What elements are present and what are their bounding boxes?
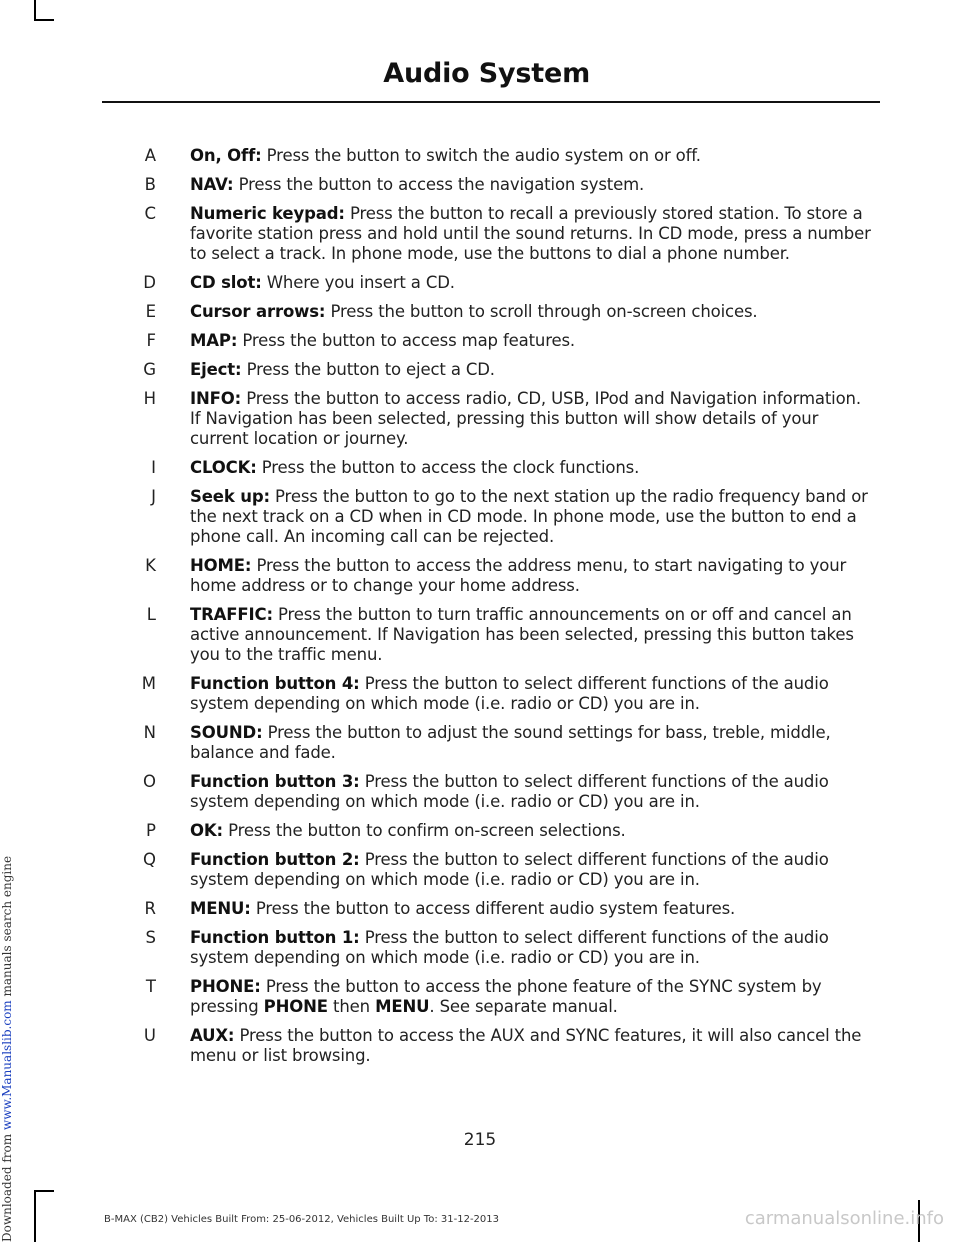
- manualslib-link[interactable]: www.Manualslib.com: [0, 1000, 14, 1131]
- crop-mark-bottom-left-horizontal: [34, 1190, 54, 1192]
- legend-item: [100, 302, 872, 322]
- legend-text: Press the button to access the phone feature of the SYNC system by pressing: [190, 977, 822, 1016]
- legend-text: Press the button to access the AUX and SYNC features, it will also cancel the menu or list browsing.: [190, 1026, 862, 1065]
- legend-description: [190, 556, 872, 596]
- legend-letter: J: [151, 487, 156, 506]
- legend-label: CLOCK:: [190, 458, 257, 477]
- legend-description: [190, 331, 872, 351]
- control-legend-list: [100, 146, 872, 1075]
- legend-item: [100, 487, 872, 547]
- legend-letter: Q: [143, 850, 156, 869]
- legend-text: then: [327, 997, 376, 1016]
- legend-label: Seek up:: [190, 487, 270, 506]
- legend-label: INFO:: [190, 389, 242, 408]
- legend-text: Press the button to access the clock functions.: [256, 458, 640, 477]
- title-divider: [102, 101, 880, 103]
- legend-description: [190, 389, 872, 449]
- legend-description: [190, 723, 872, 763]
- legend-item: [100, 360, 872, 380]
- site-watermark: carmanualsonline.info: [744, 1208, 944, 1229]
- legend-description: [190, 273, 872, 293]
- legend-description: [190, 146, 872, 166]
- legend-description: [190, 977, 872, 1017]
- legend-label: Function button 2:: [190, 850, 360, 869]
- legend-letter: U: [143, 1026, 156, 1045]
- legend-item: [100, 850, 872, 890]
- legend-text: Press the button to access radio, CD, USB, IPod and Navigation information. If Navigation has been selected, pressing this button will show details of your current location or journey.: [190, 389, 861, 448]
- legend-text: Press the button to eject a CD.: [241, 360, 495, 379]
- legend-letter: I: [151, 458, 156, 477]
- legend-text: Press the button to adjust the sound settings for bass, treble, middle, balance and fade.: [190, 723, 831, 762]
- legend-letter: L: [146, 605, 156, 624]
- legend-text: Press the button to recall a previously stored station. To store a favorite station press and hold until the sound returns. In CD mode, press a number to select a track. In phone mode, use the buttons to dial a phone number.: [190, 204, 871, 263]
- legend-item: [100, 556, 872, 596]
- legend-item: [100, 772, 872, 812]
- legend-item: [100, 273, 872, 293]
- page-title: Audio System: [383, 58, 590, 89]
- legend-label: Numeric keypad:: [190, 204, 345, 223]
- legend-description: [190, 204, 872, 264]
- legend-item: [100, 977, 872, 1017]
- legend-item: [100, 458, 872, 478]
- legend-item: [100, 1026, 872, 1066]
- legend-bold-term: PHONE: [263, 997, 328, 1016]
- legend-description: [190, 899, 872, 919]
- legend-letter: N: [143, 723, 156, 742]
- legend-letter: E: [145, 302, 156, 321]
- legend-item: [100, 331, 872, 351]
- legend-label: MENU:: [190, 899, 251, 918]
- legend-item: [100, 674, 872, 714]
- legend-letter: K: [145, 556, 156, 575]
- legend-letter: S: [145, 928, 156, 947]
- legend-letter: P: [146, 821, 156, 840]
- legend-description: [190, 821, 872, 841]
- legend-text: Press the button to go to the next station up the radio frequency band or the next track on a CD when in CD mode. In phone mode, use the button to end a phone call. An incoming call can be rejected.: [190, 487, 868, 546]
- legend-text: Press the button to switch the audio system on or off.: [261, 146, 701, 165]
- legend-description: [190, 487, 872, 547]
- crop-mark-bottom-left-vertical: [34, 1190, 36, 1242]
- vehicle-footer: B-MAX (CB2) Vehicles Built From: 25-06-2012, Vehicles Built Up To: 31-12-2013: [104, 1214, 499, 1225]
- legend-text: Press the button to select different functions of the audio system depending on which mode (i.e. radio or CD) you are in.: [190, 772, 829, 811]
- crop-mark-top-left-horizontal: [34, 19, 54, 21]
- download-stamp: Downloaded from www.Manualslib.com manuals search engine: [0, 855, 14, 1242]
- legend-label: Eject:: [190, 360, 242, 379]
- legend-label: CD slot:: [190, 273, 262, 292]
- legend-label: HOME:: [190, 556, 252, 575]
- crop-mark-top-left-vertical: [34, 0, 36, 20]
- legend-label: NAV:: [190, 175, 234, 194]
- legend-label: MAP:: [190, 331, 238, 350]
- legend-label: Function button 4:: [190, 674, 360, 693]
- legend-text: Press the button to turn traffic announcements on or off and cancel an active announcement. If Navigation has been selected, pressing this button takes you to the traffic menu.: [190, 605, 854, 664]
- page-number: 215: [463, 1130, 497, 1150]
- legend-letter: C: [144, 204, 156, 223]
- legend-label: TRAFFIC:: [190, 605, 273, 624]
- legend-text: Press the button to access different audio system features.: [250, 899, 736, 918]
- legend-letter: O: [143, 772, 156, 791]
- legend-description: [190, 605, 872, 665]
- legend-text: Press the button to select different functions of the audio system depending on which mode (i.e. radio or CD) you are in.: [190, 928, 829, 967]
- legend-text: Press the button to access map features.: [237, 331, 576, 350]
- legend-description: [190, 175, 872, 195]
- legend-label: Cursor arrows:: [190, 302, 326, 321]
- legend-label: AUX:: [190, 1026, 235, 1045]
- legend-text: Press the button to access the navigation system.: [233, 175, 645, 194]
- legend-label: OK:: [190, 821, 223, 840]
- legend-text: Press the button to select different functions of the audio system depending on which mode (i.e. radio or CD) you are in.: [190, 674, 829, 713]
- legend-text: . See separate manual.: [429, 997, 618, 1016]
- legend-bold-term: MENU: [375, 997, 430, 1016]
- legend-item: [100, 723, 872, 763]
- legend-letter: B: [144, 175, 156, 194]
- legend-text: Press the button to scroll through on-screen choices.: [325, 302, 758, 321]
- legend-description: [190, 360, 872, 380]
- legend-text: Where you insert a CD.: [261, 273, 455, 292]
- legend-description: [190, 772, 872, 812]
- legend-letter: A: [144, 146, 156, 165]
- legend-item: [100, 605, 872, 665]
- legend-description: [190, 302, 872, 322]
- legend-text: Press the button to access the address menu, to start navigating to your home address or to change your home address.: [190, 556, 847, 595]
- legend-letter: H: [143, 389, 156, 408]
- legend-description: [190, 1026, 872, 1066]
- legend-label: PHONE:: [190, 977, 261, 996]
- legend-label: SOUND:: [190, 723, 263, 742]
- legend-item: [100, 899, 872, 919]
- legend-item: [100, 821, 872, 841]
- legend-description: [190, 458, 872, 478]
- legend-letter: M: [141, 674, 156, 693]
- legend-item: [100, 175, 872, 195]
- legend-label: Function button 3:: [190, 772, 360, 791]
- legend-letter: D: [143, 273, 156, 292]
- legend-item: [100, 146, 872, 166]
- legend-item: [100, 928, 872, 968]
- legend-description: [190, 850, 872, 890]
- legend-letter: G: [143, 360, 156, 379]
- legend-item: [100, 389, 872, 449]
- legend-letter: R: [144, 899, 156, 918]
- legend-item: [100, 204, 872, 264]
- legend-description: [190, 674, 872, 714]
- legend-label: Function button 1:: [190, 928, 360, 947]
- legend-description: [190, 928, 872, 968]
- legend-letter: F: [146, 331, 156, 350]
- legend-label: On, Off:: [190, 146, 262, 165]
- legend-text: Press the button to confirm on-screen selections.: [222, 821, 626, 840]
- legend-letter: T: [145, 977, 156, 996]
- legend-text: Press the button to select different functions of the audio system depending on which mode (i.e. radio or CD) you are in.: [190, 850, 829, 889]
